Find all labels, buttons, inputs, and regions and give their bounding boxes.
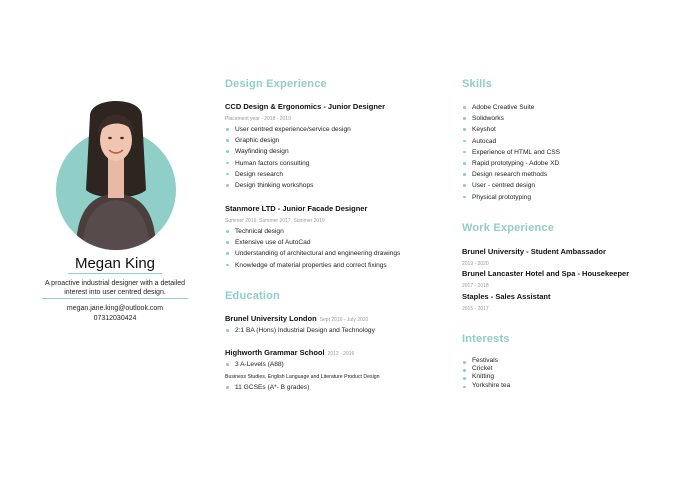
work-period-housekeeper: 2017 - 2018 — [462, 283, 489, 289]
school-brunel — [225, 314, 368, 323]
email-link[interactable]: megan.jane.king@outlook.com — [66, 305, 164, 312]
profile-name: Megan King — [74, 255, 156, 272]
job-title-ccd: CCD Design & Ergonomics - Junior Designer — [225, 102, 386, 111]
tagline-divider — [42, 298, 188, 299]
list-item: Festivals — [462, 357, 510, 365]
phone-number: 07312030424 — [93, 315, 137, 322]
list-item: User - centred design — [462, 180, 560, 191]
school-title: Brunel University London — [225, 314, 317, 323]
list-item: Technical design — [225, 226, 400, 237]
job-period-ccd: Placement year - 2018 - 2019 — [225, 116, 291, 122]
list-item: Design thinking workshops — [225, 180, 351, 191]
list-item: Experience of HTML and CSS — [462, 147, 560, 158]
job-title-stanmore: Stanmore LTD - Junior Facade Designer — [225, 204, 368, 213]
work-title-staples: Staples - Sales Assistant — [462, 292, 551, 301]
name-divider — [68, 273, 162, 274]
list-item: Design research — [225, 169, 351, 180]
list-item: Cricket — [462, 365, 510, 373]
list-item: Extensive use of AutoCad — [225, 237, 400, 248]
list-item: Keyshot — [462, 124, 560, 135]
school-bullets-highworth — [225, 359, 284, 370]
list-item: 3 A-Levels (A88) — [225, 359, 284, 370]
design-experience-heading: Design Experience — [225, 78, 327, 90]
list-item: Graphic design — [225, 135, 351, 146]
school-subjects-note: Business Studies, English Language and Literature Product Design — [225, 374, 380, 380]
list-item: Understanding of architectural and engineering drawings — [225, 248, 400, 259]
school-title: Highworth Grammar School — [225, 348, 325, 357]
list-item: Knowledge of material properties and correct fixings — [225, 260, 400, 271]
list-item: Autocad — [462, 136, 560, 147]
work-period-staples: 2015 - 2017 — [462, 306, 489, 312]
profile-photo — [56, 90, 176, 250]
school-period: 2012 - 2016 — [327, 351, 355, 357]
list-item: User centred experience/service design — [225, 124, 351, 135]
profile-tagline: A proactive industrial designer with a detailed interest into user centred design. — [44, 280, 186, 296]
job-period-stanmore: Summer 2016, Summer 2017, Summer 2019 — [225, 218, 325, 224]
job-bullets-stanmore — [225, 226, 400, 271]
list-item: 11 GCSEs (A*- B grades) — [225, 382, 309, 393]
contact-block — [40, 304, 190, 324]
list-item: Adobe Creative Suite — [462, 102, 560, 113]
school-period: Sept 2016 - July 2020 — [319, 317, 369, 323]
list-item: Solidworks — [462, 113, 560, 124]
interests-list — [462, 357, 510, 390]
work-title-ambassador: Brunel University - Student Ambassador — [462, 247, 606, 256]
list-item: Design research methods — [462, 169, 560, 180]
job-bullets-ccd — [225, 124, 351, 191]
skills-heading: Skills — [462, 78, 492, 90]
work-experience-heading: Work Experience — [462, 222, 555, 234]
school-bullets-brunel — [225, 325, 375, 336]
list-item: Yorkshire tea — [462, 382, 510, 390]
education-heading: Education — [225, 290, 280, 302]
interests-heading: Interests — [462, 333, 510, 345]
skills-list — [462, 102, 560, 203]
school-highworth — [225, 348, 354, 357]
work-period-ambassador: 2019 - 2020 — [462, 261, 489, 267]
list-item: Rapid prototyping - Adobe XD — [462, 158, 560, 169]
list-item: Knitting — [462, 373, 510, 381]
work-title-housekeeper: Brunel Lancaster Hotel and Spa - Housekeeper — [462, 269, 630, 278]
school-bullets-gcse — [225, 382, 309, 393]
list-item: Human factors consulting — [225, 158, 351, 169]
list-item: 2:1 BA (Hons) Industrial Design and Technology — [225, 325, 375, 336]
list-item: Wayfinding design — [225, 146, 351, 157]
portrait-photo-icon — [56, 90, 176, 250]
list-item: Physical prototyping — [462, 192, 560, 203]
